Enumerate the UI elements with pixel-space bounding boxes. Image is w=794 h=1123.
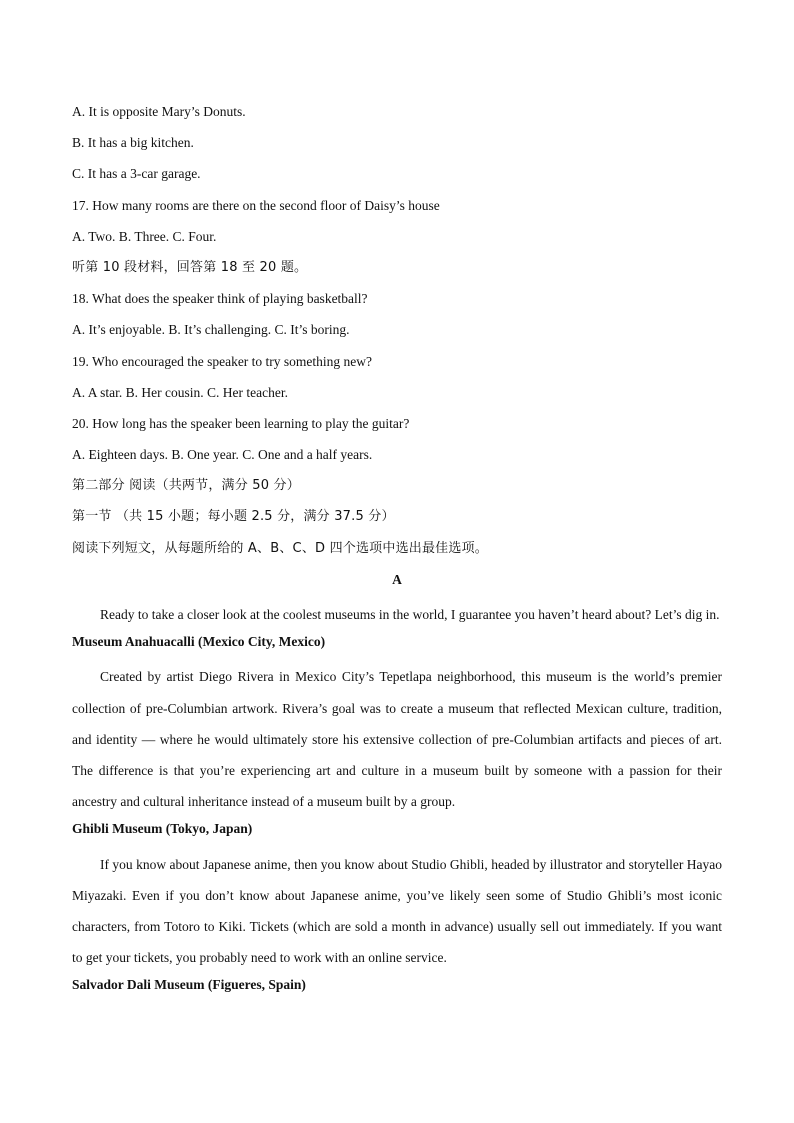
section-heading-part2: 第二部分 阅读（共两节，满分 50 分） bbox=[72, 478, 300, 494]
option-line: B. It has a big kitchen. bbox=[72, 135, 194, 151]
options-17: A. Two. B. Three. C. Four. bbox=[72, 228, 217, 244]
options-19: A. A star. B. Her cousin. C. Her teacher. bbox=[72, 384, 288, 400]
reading-instruction: 阅读下列短文，从每题所给的 A、B、C、D 四个选项中选出最佳选项。 bbox=[72, 540, 488, 556]
passage-title: A bbox=[392, 571, 402, 587]
option-line: C. It has a 3-car garage. bbox=[72, 166, 201, 182]
museum-heading: Museum Anahuacalli (Mexico City, Mexico) bbox=[72, 634, 326, 650]
question-20: 20. How long has the speaker been learning to play the guitar? bbox=[72, 415, 410, 431]
options-18: A. It’s enjoyable. B. It’s challenging. C. It’s boring. bbox=[72, 322, 350, 338]
museum-paragraph: If you know about Japanese anime, then you know about Studio Ghibli, headed by illustrator and storyteller Hayao Miyazaki. Even if you don’t know about Japanese anime, you’ve likely seen some of Studio Ghibli’s most iconic characters, from Totoro to Kiki. Tickets (which are sold a month in advance) usually sell out immediately. If you want to get your tickets, you probably need to work with an online service. bbox=[72, 856, 722, 966]
section-heading-part1: 第一节 （共 15 小题；每小题 2.5 分，满分 37.5 分） bbox=[72, 509, 395, 525]
museum-heading: Salvador Dali Museum (Figueres, Spain) bbox=[72, 977, 306, 993]
options-20: A. Eighteen days. B. One year. C. One and a half years. bbox=[72, 447, 373, 463]
listening-instruction: 听第 10 段材料，回答第 18 至 20 题。 bbox=[72, 259, 308, 275]
option-line: A. It is opposite Mary’s Donuts. bbox=[72, 104, 246, 119]
document-page bbox=[72, 100, 722, 1005]
question-17: 17. How many rooms are there on the second floor of Daisy’s house bbox=[72, 197, 440, 213]
question-19: 19. Who encouraged the speaker to try something new? bbox=[72, 353, 373, 369]
question-18: 18. What does the speaker think of playing basketball? bbox=[72, 291, 368, 307]
passage-intro: Ready to take a closer look at the coolest museums in the world, I guarantee you haven’t heard about? Let’s dig in. bbox=[100, 607, 720, 622]
museum-heading: Ghibli Museum (Tokyo, Japan) bbox=[72, 821, 253, 837]
museum-paragraph: Created by artist Diego Rivera in Mexico City’s Tepetlapa neighborhood, this museum is the world’s premier collection of pre-Columbian artwork. Rivera’s goal was to create a museum that reflected Mexican culture, tradition, and identity — where he would ultimately store his extensive collection of pre-Columbian artifacts and pieces of art. The difference is that you’re experiencing art and culture in a museum built by someone with a passion for their ancestry and cultural inheritance instead of a museum built by a group. bbox=[72, 669, 722, 810]
